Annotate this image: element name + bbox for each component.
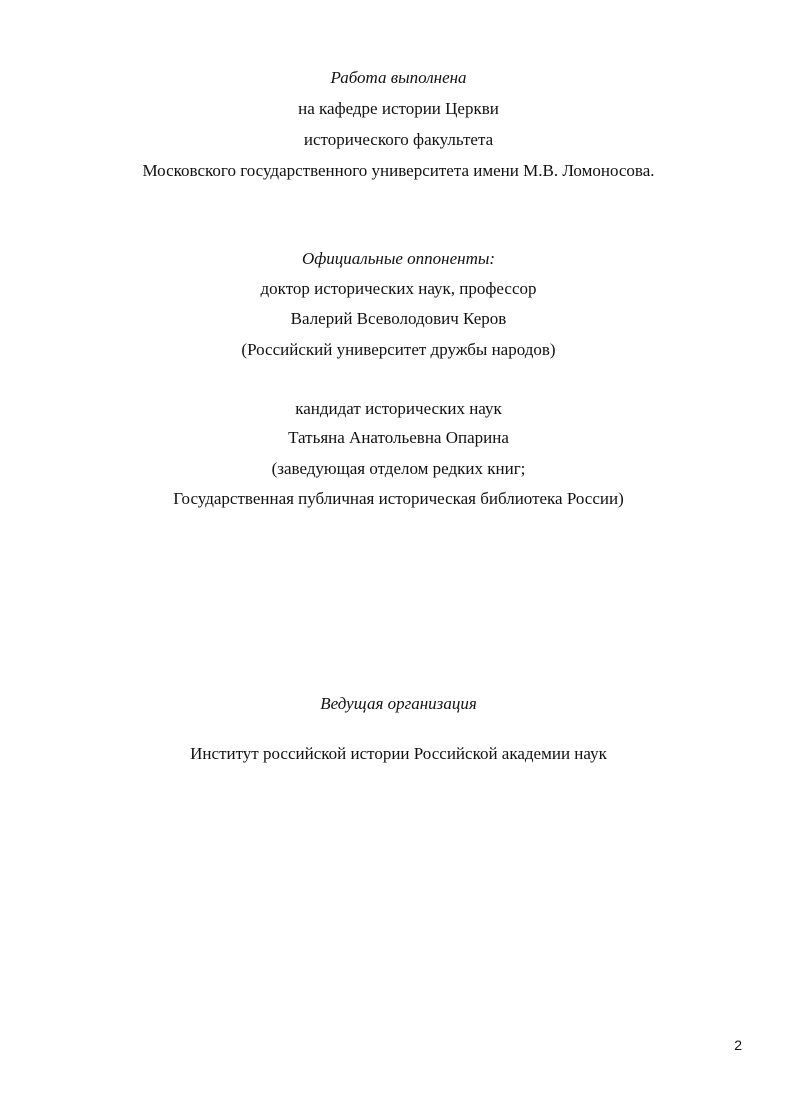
work-info-heading: Работа выполнена [330,68,467,87]
leading-org-heading: Ведущая организация [320,694,477,713]
leading-org-name: Институт российской истории Российской академии наук [190,744,607,763]
opponent-2-position: (заведующая отделом редких книг; [271,459,526,478]
opponent-1-name: Валерий Всеволодович Керов [290,309,507,328]
work-info-department: на кафедре истории Церкви [298,99,499,118]
opponents-heading: Официальные оппоненты: [301,249,496,268]
opponent-1-affiliation: (Российский университет дружбы народов) [241,340,556,359]
opponent-1-degree: доктор исторических наук, профессор [260,279,537,298]
work-info-university: Московского государственного университета имени М.В. Ломоносова. [142,161,655,180]
page-number: 2 [734,1037,742,1053]
work-info-faculty: исторического факультета [303,130,494,149]
opponent-2-affiliation: Государственная публичная историческая библиотека России) [173,489,624,508]
opponent-2-degree: кандидат исторических наук [295,399,502,418]
opponent-2-name: Татьяна Анатольевна Опарина [288,428,509,447]
